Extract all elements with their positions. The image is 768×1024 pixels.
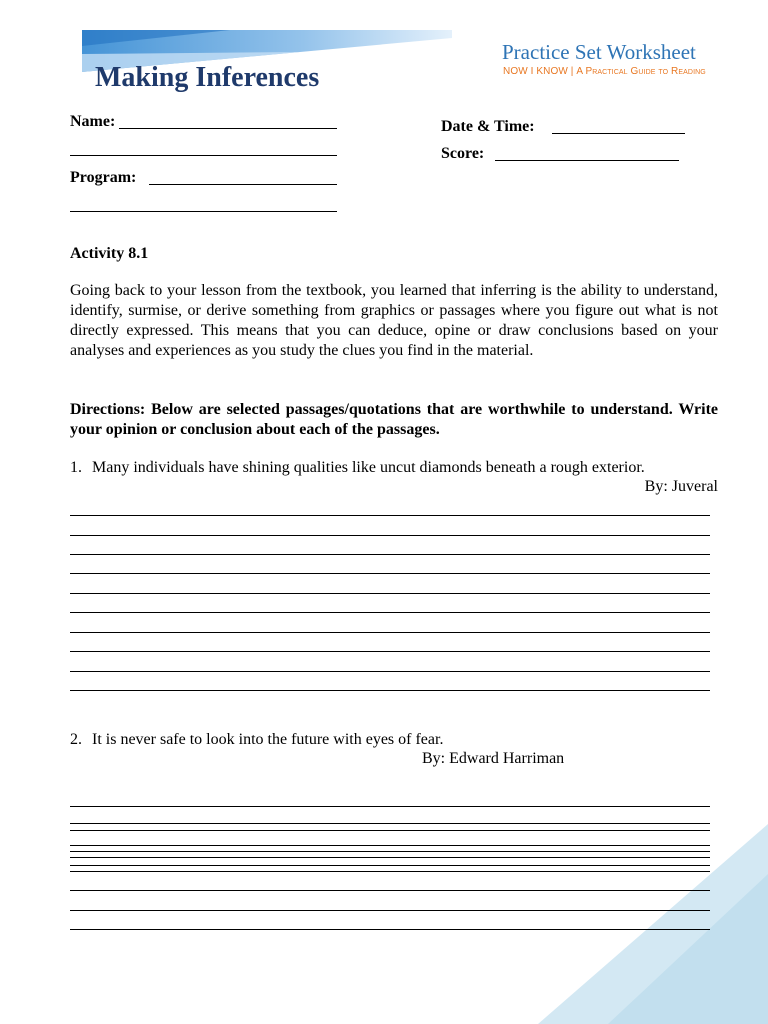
answer-line-2-3[interactable] <box>70 830 710 831</box>
answer-line-1-10[interactable] <box>70 690 710 691</box>
answer-line-2-1[interactable] <box>70 806 710 807</box>
answer-line-1-7[interactable] <box>70 632 710 633</box>
name-label: Name: <box>70 113 116 130</box>
answer-line-2-9[interactable] <box>70 890 710 891</box>
program-blank-2[interactable] <box>70 211 337 212</box>
date-time-blank[interactable] <box>552 133 685 134</box>
quote-item-1 <box>70 458 645 478</box>
program-label: Program: <box>70 169 137 186</box>
worksheet-title: Practice Set Worksheet <box>502 40 696 64</box>
quote-item-2 <box>70 730 443 750</box>
answer-line-2-11[interactable] <box>70 929 710 930</box>
activity-title: Activity 8.1 <box>70 245 149 262</box>
answer-line-2-8[interactable] <box>70 871 710 872</box>
page-title: Making Inferences <box>95 62 320 93</box>
answer-line-2-6[interactable] <box>70 857 710 858</box>
quote-text: It is never safe to look into the future with eyes of fear. <box>92 731 444 748</box>
answer-line-2-10[interactable] <box>70 910 710 911</box>
answer-line-2-5[interactable] <box>70 851 710 852</box>
answer-line-1-4[interactable] <box>70 573 710 574</box>
item-number: 2. <box>70 731 82 748</box>
quote-author-1: By: Juveral <box>644 478 718 495</box>
answer-line-1-8[interactable] <box>70 651 710 652</box>
directions-paragraph: Directions: Below are selected passages/quotations that are worthwhile to understand. Write your opinion or conclusion about each of the passages. <box>70 401 718 438</box>
name-blank[interactable] <box>119 128 337 129</box>
intro-paragraph: Going back to your lesson from the textbook, you learned that inferring is the ability to understand, identify, surmise, or derive something from graphics or passages where you figure out what is not directly expressed. This means that you can deduce, opine or draw conclusions based on your analyses and experiences as you study the clues you find in the material. <box>70 282 718 359</box>
program-blank[interactable] <box>149 184 337 185</box>
answer-line-2-2[interactable] <box>70 823 710 824</box>
answer-line-1-9[interactable] <box>70 671 710 672</box>
quote-text: Many individuals have shining qualities like uncut diamonds beneath a rough exterior. <box>92 459 645 476</box>
answer-line-1-6[interactable] <box>70 612 710 613</box>
answer-line-2-4[interactable] <box>70 845 710 846</box>
name-blank-2[interactable] <box>70 155 337 156</box>
item-number: 1. <box>70 459 82 476</box>
answer-line-1-5[interactable] <box>70 593 710 594</box>
series-subtitle: NOW I KNOW | A Practical Guide to Reading <box>503 66 706 77</box>
quote-author-2: By: Edward Harriman <box>422 750 565 767</box>
answer-line-1-1[interactable] <box>70 515 710 516</box>
answer-line-2-7[interactable] <box>70 865 710 866</box>
score-blank[interactable] <box>495 160 679 161</box>
answer-line-1-2[interactable] <box>70 535 710 536</box>
answer-line-1-3[interactable] <box>70 554 710 555</box>
score-label: Score: <box>441 145 485 162</box>
date-time-label: Date & Time: <box>441 118 535 135</box>
corner-decoration <box>538 824 768 1024</box>
